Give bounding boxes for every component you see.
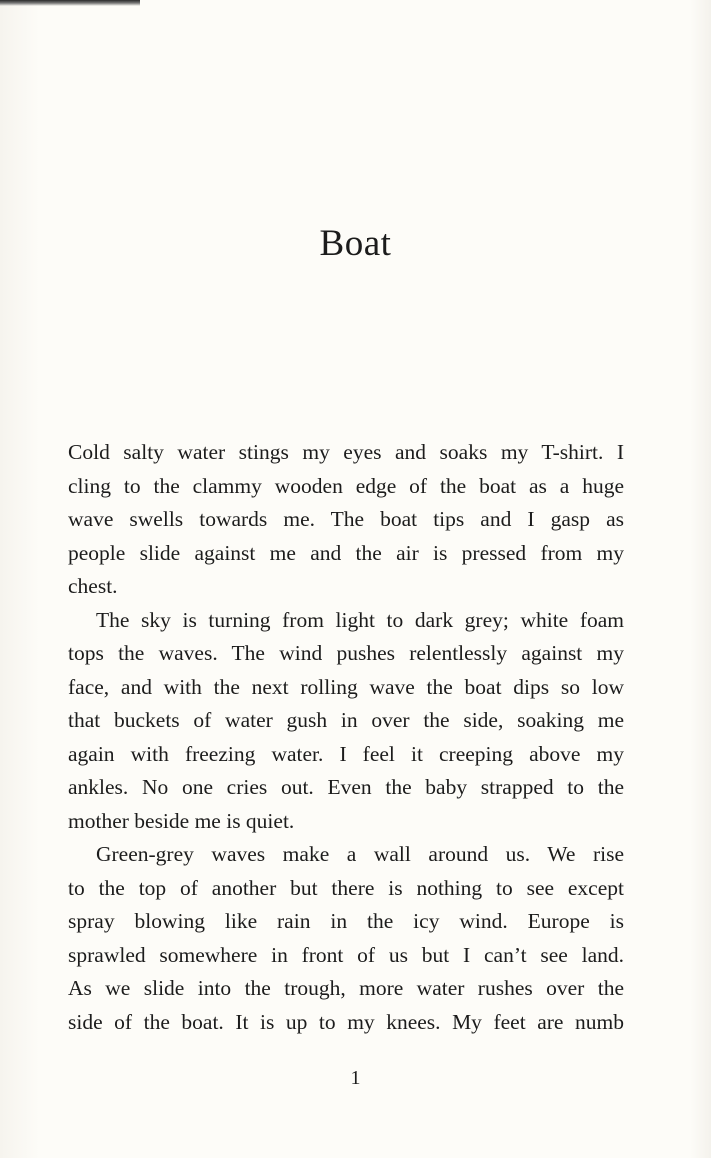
text-line: Cold salty water stings my eyes and soaks my T-shirt. I	[68, 440, 624, 464]
text-line: The sky is turning from light to dark grey; white foam	[96, 607, 624, 632]
page-number: 1	[350, 1067, 361, 1089]
text-line: cling to the clammy wooden edge of the boat as a huge	[68, 473, 624, 498]
text-line: people slide against me and the air is pressed from my	[68, 540, 624, 565]
text-line: mother beside me is quiet.	[68, 808, 295, 833]
text-line: Green-grey waves make a wall around us. We rise	[96, 842, 624, 866]
text-line: that buckets of water gush in over the side, soaking me	[68, 708, 624, 732]
text-line: As we slide into the trough, more water rushes over the	[68, 976, 624, 1000]
text-line: to the top of another but there is nothing to see except	[68, 875, 624, 900]
text-line: wave swells towards me. The boat tips and I gasp as	[68, 507, 624, 531]
text-line: sprawled somewhere in front of us but I can’t see land.	[68, 942, 624, 967]
text-line: again with freezing water. I feel it creeping above my	[68, 741, 624, 766]
page-edge-shadow	[0, 0, 140, 6]
text-line: side of the boat. It is up to my knees. My feet are numb	[68, 1009, 624, 1034]
text-line: ankles. No one cries out. Even the baby strapped to the	[68, 775, 624, 799]
text-line: chest.	[68, 574, 118, 598]
text-line: spray blowing like rain in the icy wind. Europe is	[68, 909, 624, 933]
text-line: tops the waves. The wind pushes relentlessly against my	[68, 641, 624, 665]
text-line: face, and with the next rolling wave the boat dips so low	[68, 674, 624, 699]
chapter-title: Boat	[319, 223, 392, 264]
body-text	[68, 436, 624, 1039]
